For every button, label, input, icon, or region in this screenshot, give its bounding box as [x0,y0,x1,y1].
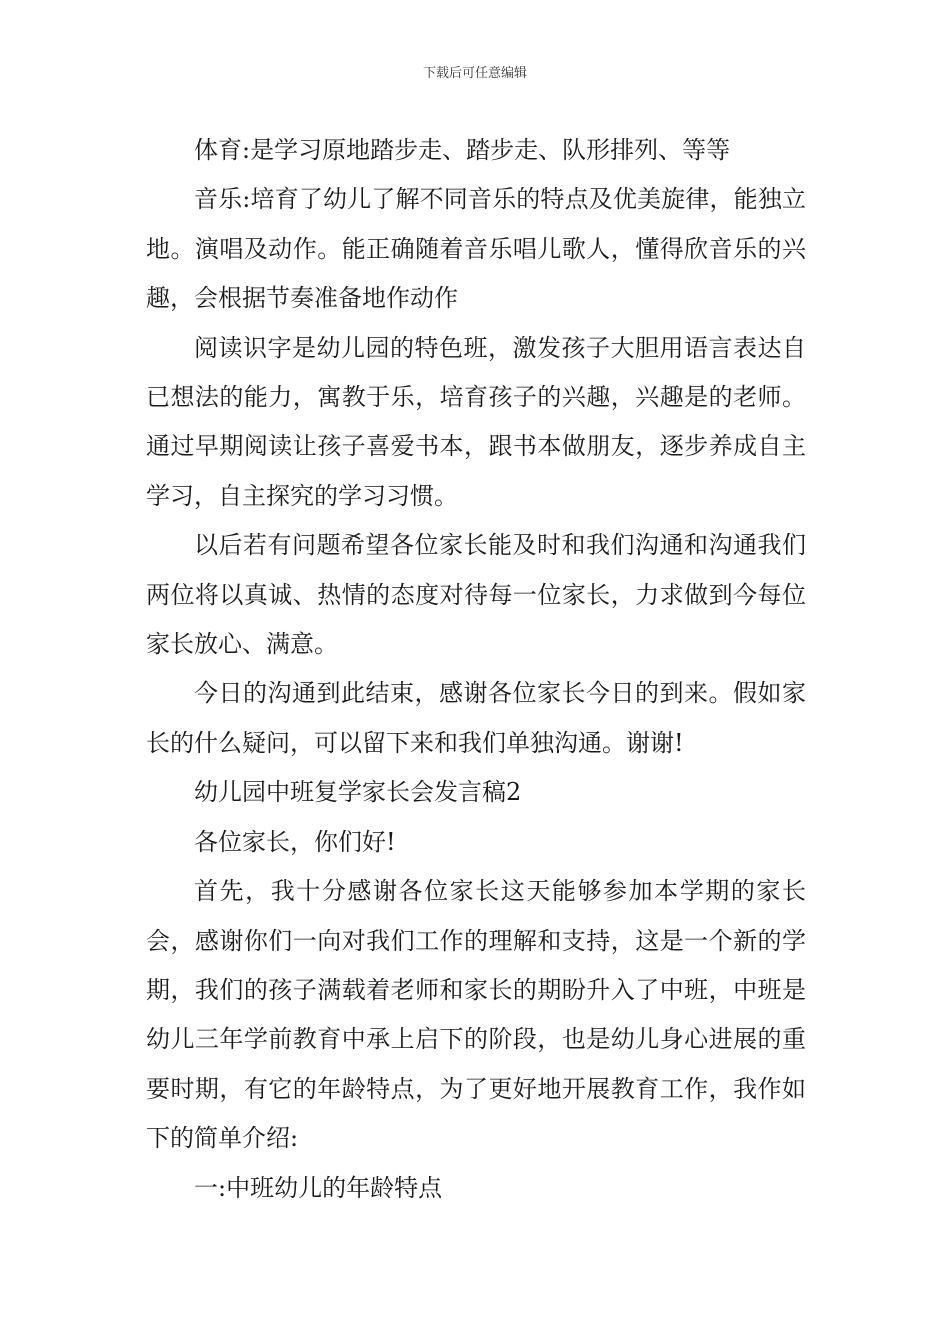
paragraph-reading: 阅读识字是幼儿园的特色班，激发孩子大胆用语言表达自已想法的能力，寓教于乐，培育孩子的兴趣，兴趣是的老师。通过早期阅读让孩子喜爱书本，跟书本做朋友，逐步养成自主学习，自主探究的学习习惯。 [146,333,806,510]
paragraph-pe: 体育:是学习原地踏步走、踏步走、队形排列、等等 [194,136,731,164]
paragraph-music: 音乐:培育了幼儿了解不同音乐的特点及优美旋律，能独立地。演唱及动作。能正确随着音乐唱儿歌人，懂得欣音乐的兴趣，会根据节奏准备地作动作 [146,185,806,313]
page-header: 下载后可任意编辑 [422,66,527,81]
paragraph-closing: 今日的沟通到此结束，感谢各位家长今日的到来。假如家长的什么疑问，可以留下来和我们单独沟通。谢谢! [146,679,806,757]
section-title: 幼儿园中班复学家长会发言稿2 [194,778,522,807]
subsection-heading: 一:中班幼儿的年龄特点 [194,1173,443,1202]
greeting: 各位家长，你们好! [194,827,396,856]
document-body [146,126,806,1213]
paragraph-intro: 首先，我十分感谢各位家长这天能够参加本学期的家长会，感谢你们一向对我们工作的理解和支持，这是一个新的学期，我们的孩子满载着老师和家长的期盼升入了中班，中班是幼儿三年学前教育中承上启下的阶段，也是幼儿身心进展的重要时期，有它的年龄特点，为了更好地开展教育工作，我作如下的简单介绍: [146,877,806,1153]
paragraph-communication: 以后若有问题希望各位家长能及时和我们沟通和沟通我们两位将以真诚、热情的态度对待每一位家长，力求做到今每位家长放心、满意。 [146,531,806,659]
